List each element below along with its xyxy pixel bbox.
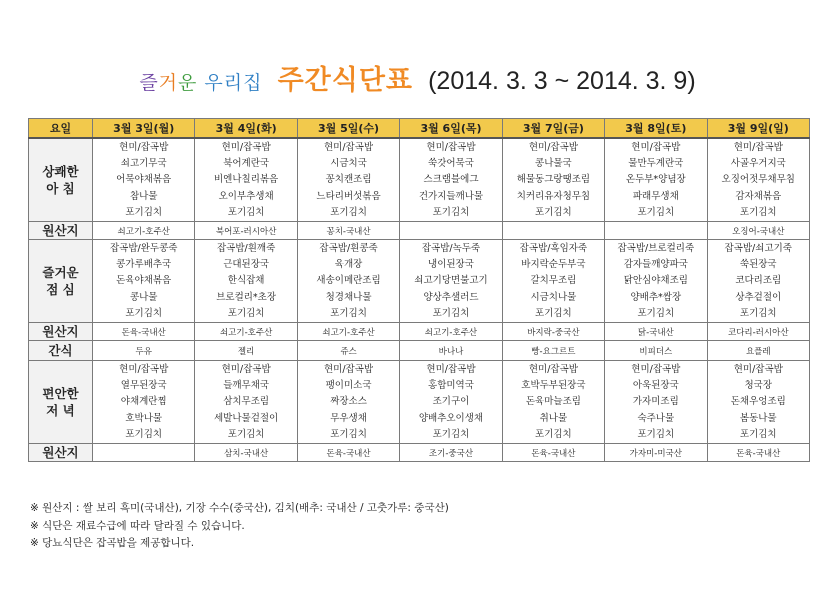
dish-item: 사골우거지국 xyxy=(730,158,786,170)
dish-item: 팽이미소국 xyxy=(325,380,372,392)
dish-item: 느타리버섯볶음 xyxy=(316,190,381,202)
dish-item: 포기김치 xyxy=(739,206,777,218)
dish-item: 갈치무조림 xyxy=(530,275,577,287)
dish-item: 포기김치 xyxy=(432,428,470,440)
dish-item: 포기김치 xyxy=(637,307,675,319)
menu-cell xyxy=(195,240,297,323)
dish-item: 꽁치캔조림 xyxy=(325,174,372,186)
menu-cell xyxy=(195,138,297,222)
dish-item: 잡곡밥/녹두죽 xyxy=(421,243,481,255)
snack-cell: 요플레 xyxy=(707,341,809,361)
origin-cell: 돈육-국내산 xyxy=(93,323,195,341)
dish-item: 현미/잡곡밥 xyxy=(119,142,169,153)
dish-item: 냉이된장국 xyxy=(428,259,474,271)
dish-item: 홍합미역국 xyxy=(428,380,474,392)
dish-item: 북어계란국 xyxy=(223,158,270,170)
dish-item: 포기김치 xyxy=(535,428,572,440)
dish-item: 오이부추생채 xyxy=(218,190,274,202)
dish-item: 야채계란찜 xyxy=(120,396,167,408)
dish-item: 쇠고기당면불고기 xyxy=(414,275,488,287)
menu-cell xyxy=(195,361,297,444)
page-title xyxy=(0,58,835,97)
dish-item: 파래무생채 xyxy=(632,190,679,202)
dish-item: 포기김치 xyxy=(125,206,163,218)
title-period: (2014. 3. 3 ~ 2014. 3. 9) xyxy=(428,67,696,95)
origin-cell: 북어포-러시아산 xyxy=(195,222,297,240)
origin-label: 원산지 xyxy=(29,222,93,240)
dish-item: 쑥된장국 xyxy=(739,259,777,271)
breakfast-row xyxy=(29,138,810,222)
origin-cell: 가자미-미국산 xyxy=(605,444,707,462)
title-house-name: 즐거운 우리집 xyxy=(139,72,263,94)
origin-row-breakfast xyxy=(29,222,810,240)
dish-item: 육개장 xyxy=(334,259,363,271)
header-label: 요일 xyxy=(29,119,93,139)
dish-item: 온두부*양념장 xyxy=(625,174,686,186)
dish-item: 현미/잡곡밥 xyxy=(426,142,476,153)
dish-item: 현미/잡곡밥 xyxy=(733,364,783,376)
menu-cell xyxy=(297,361,399,444)
dinner-row xyxy=(29,361,810,444)
dish-item: 감자채볶음 xyxy=(735,190,782,202)
menu-cell xyxy=(93,361,195,444)
dish-item: 잡곡밥/브로컬리죽 xyxy=(617,243,695,255)
dish-item: 잡곡밥/완두콩죽 xyxy=(109,243,178,255)
dish-item: 스크램블에그 xyxy=(423,174,479,186)
origin-cell: 쇠고기-호주산 xyxy=(195,323,297,341)
dish-item: 포기김치 xyxy=(125,428,163,440)
snack-row xyxy=(29,341,810,361)
dish-item: 잡곡밥/흰콩죽 xyxy=(319,243,378,255)
dish-item: 한식잡채 xyxy=(227,275,265,287)
origin-cell xyxy=(605,222,707,240)
dish-item: 포기김치 xyxy=(637,428,675,440)
menu-cell xyxy=(502,361,604,444)
origin-row-lunch xyxy=(29,323,810,341)
origin-cell xyxy=(93,444,195,462)
dish-item: 포기김치 xyxy=(330,206,367,218)
origin-cell: 돈육-국내산 xyxy=(707,444,809,462)
dish-item: 물만두계란국 xyxy=(628,158,684,170)
dish-item: 쑥갓어묵국 xyxy=(428,158,474,170)
dinner-label: 편안한 저 녁 xyxy=(29,361,93,444)
dish-item: 무우생채 xyxy=(330,412,367,424)
dish-item: 비엔나칠리볶음 xyxy=(214,174,279,186)
menu-cell xyxy=(297,138,399,222)
dish-item: 돈육마늘조림 xyxy=(525,396,581,408)
dish-item: 포기김치 xyxy=(227,307,265,319)
dish-item: 감자들깨양파국 xyxy=(623,259,688,271)
snack-cell: 빵-요그르트 xyxy=(502,341,604,361)
header-day: 3월 5일(수) xyxy=(297,119,399,139)
dish-item: 포기김치 xyxy=(637,206,675,218)
dish-item: 포기김치 xyxy=(125,307,163,319)
header-day: 3월 8일(토) xyxy=(605,119,707,139)
origin-cell xyxy=(502,222,604,240)
notes xyxy=(30,500,449,553)
menu-cell xyxy=(605,361,707,444)
origin-cell: 닭-국내산 xyxy=(605,323,707,341)
dish-item: 포기김치 xyxy=(227,206,265,218)
dish-item: 잡곡밥/흰깨죽 xyxy=(217,243,276,255)
menu-cell xyxy=(707,240,809,323)
dish-item: 열무된장국 xyxy=(120,380,167,392)
dish-item: 오징어젓무채무침 xyxy=(721,174,795,186)
dish-item: 들깨무채국 xyxy=(223,380,270,392)
dish-item: 숙주나물 xyxy=(637,412,675,424)
dish-item: 양배추*쌈장 xyxy=(630,291,682,303)
menu-cell xyxy=(93,138,195,222)
dish-item: 근대된장국 xyxy=(223,259,270,271)
menu-cell xyxy=(605,138,707,222)
dish-item: 코다리조림 xyxy=(735,275,782,287)
dish-item: 현미/잡곡밥 xyxy=(324,142,374,153)
dish-item: 포기김치 xyxy=(432,307,470,319)
dish-item: 현미/잡곡밥 xyxy=(221,364,271,376)
origin-cell: 돈육-국내산 xyxy=(297,444,399,462)
dish-item: 봄동나물 xyxy=(739,412,777,424)
dish-item: 포기김치 xyxy=(432,206,470,218)
dish-item: 바지락순두부국 xyxy=(521,259,586,271)
dish-item: 잡곡밥/쇠고기죽 xyxy=(724,243,792,255)
dish-item: 돈채우엉조림 xyxy=(730,396,786,408)
dish-item: 세발나물겉절이 xyxy=(214,412,279,424)
origin-label: 원산지 xyxy=(29,323,93,341)
dish-item: 짜장소스 xyxy=(330,396,367,408)
dish-item: 치커리유자청무침 xyxy=(516,190,591,202)
dish-item: 청국장 xyxy=(744,380,773,392)
origin-cell: 쇠고기-호주산 xyxy=(400,323,502,341)
menu-cell xyxy=(297,240,399,323)
dish-item: 시금치나물 xyxy=(530,291,577,303)
header-row xyxy=(29,119,810,139)
dish-item: 포기김치 xyxy=(330,307,367,319)
origin-cell: 쇠고기-호주산 xyxy=(297,323,399,341)
dish-item: 양배추오이생채 xyxy=(418,412,484,424)
origin-row-dinner xyxy=(29,444,810,462)
origin-cell: 코다리-러시아산 xyxy=(707,323,809,341)
dish-item: 현미/잡곡밥 xyxy=(528,364,578,376)
dish-item: 어묵야채볶음 xyxy=(116,174,172,186)
origin-cell: 오징어-국내산 xyxy=(707,222,809,240)
dish-item: 현미/잡곡밥 xyxy=(631,142,681,153)
dish-item: 잡곡밥/흑임자죽 xyxy=(519,243,588,255)
dish-item: 현미/잡곡밥 xyxy=(733,142,783,153)
dish-item: 해물동그랑땡조림 xyxy=(516,174,591,186)
dish-item: 삼치무조림 xyxy=(223,396,270,408)
dish-item: 시금치국 xyxy=(330,158,367,170)
menu-cell xyxy=(400,240,502,323)
weekly-menu-table xyxy=(28,118,810,462)
dish-item: 현미/잡곡밥 xyxy=(631,364,681,376)
dish-item: 포기김치 xyxy=(739,307,777,319)
dish-item: 현미/잡곡밥 xyxy=(528,142,578,153)
origin-cell: 조기-중국산 xyxy=(400,444,502,462)
dish-item: 현미/잡곡밥 xyxy=(119,364,169,376)
snack-cell: 쥬스 xyxy=(297,341,399,361)
dish-item: 포기김치 xyxy=(535,307,572,319)
origin-cell: 삼치-국내산 xyxy=(195,444,297,462)
dish-item: 쇠고기무국 xyxy=(120,158,167,170)
origin-cell: 바지락-중국산 xyxy=(502,323,604,341)
note-line: ※ 식단은 재료수급에 따라 달라질 수 있습니다. xyxy=(30,519,245,532)
dish-item: 현미/잡곡밥 xyxy=(426,364,476,376)
header-day: 3월 6일(목) xyxy=(400,119,502,139)
snack-cell: 두유 xyxy=(93,341,195,361)
dish-item: 참나물 xyxy=(129,190,158,202)
menu-cell xyxy=(707,361,809,444)
menu-cell xyxy=(502,138,604,222)
header-day: 3월 3일(월) xyxy=(93,119,195,139)
snack-label: 간식 xyxy=(29,341,93,361)
origin-cell: 쇠고기-호주산 xyxy=(93,222,195,240)
dish-item: 포기김치 xyxy=(330,428,367,440)
snack-cell: 비피더스 xyxy=(605,341,707,361)
lunch-label: 즐거운 점 심 xyxy=(29,240,93,323)
header-day: 3월 4일(화) xyxy=(195,119,297,139)
note-line: ※ 원산지 : 쌀 보리 흑미(국내산), 기장 수수(중국산), 김치(배추: 국내산 / 고춧가루: 중국산) xyxy=(30,502,449,514)
menu-cell xyxy=(400,361,502,444)
dish-item: 취나물 xyxy=(539,412,568,424)
dish-item: 현미/잡곡밥 xyxy=(221,142,271,153)
dish-item: 포기김치 xyxy=(227,428,265,440)
header-day: 3월 7일(금) xyxy=(502,119,604,139)
dish-item: 조기구이 xyxy=(432,396,470,408)
dish-item: 브로컬리*초장 xyxy=(216,291,277,303)
dish-item: 콩나물국 xyxy=(535,158,572,170)
dish-item: 상추겉절이 xyxy=(735,291,782,303)
dish-item: 돈육야채볶음 xyxy=(116,275,172,287)
origin-cell: 꽁치-국내산 xyxy=(297,222,399,240)
dish-item: 콩나물 xyxy=(129,291,158,303)
dish-item: 새송이메란조림 xyxy=(316,275,381,287)
dish-item: 닭안심야채조림 xyxy=(623,275,688,287)
dish-item: 포기김치 xyxy=(535,206,572,218)
snack-cell: 젤리 xyxy=(195,341,297,361)
dish-item: 콩가루배추국 xyxy=(116,259,172,271)
dish-item: 청경채나물 xyxy=(325,291,372,303)
menu-cell xyxy=(400,138,502,222)
menu-cell xyxy=(93,240,195,323)
dish-item: 가자미조림 xyxy=(632,396,679,408)
lunch-row xyxy=(29,240,810,323)
origin-cell: 돈육-국내산 xyxy=(502,444,604,462)
menu-cell xyxy=(605,240,707,323)
dish-item: 포기김치 xyxy=(739,428,777,440)
dish-item: 현미/잡곡밥 xyxy=(324,364,374,376)
breakfast-label: 상쾌한 아 침 xyxy=(29,138,93,222)
snack-cell: 바나나 xyxy=(400,341,502,361)
dish-item: 호박나물 xyxy=(125,412,163,424)
note-line: ※ 당뇨식단은 잡곡밥을 제공합니다. xyxy=(30,537,195,549)
menu-cell xyxy=(502,240,604,323)
dish-item: 양상추샐러드 xyxy=(423,291,479,303)
origin-label: 원산지 xyxy=(29,444,93,462)
dish-item: 건가지들깨나물 xyxy=(418,190,484,202)
dish-item: 아욱된장국 xyxy=(632,380,679,392)
title-main: 주간식단표 xyxy=(277,65,414,96)
header-day: 3월 9일(일) xyxy=(707,119,809,139)
origin-cell xyxy=(400,222,502,240)
dish-item: 호박두부된장국 xyxy=(521,380,586,392)
menu-cell xyxy=(707,138,809,222)
